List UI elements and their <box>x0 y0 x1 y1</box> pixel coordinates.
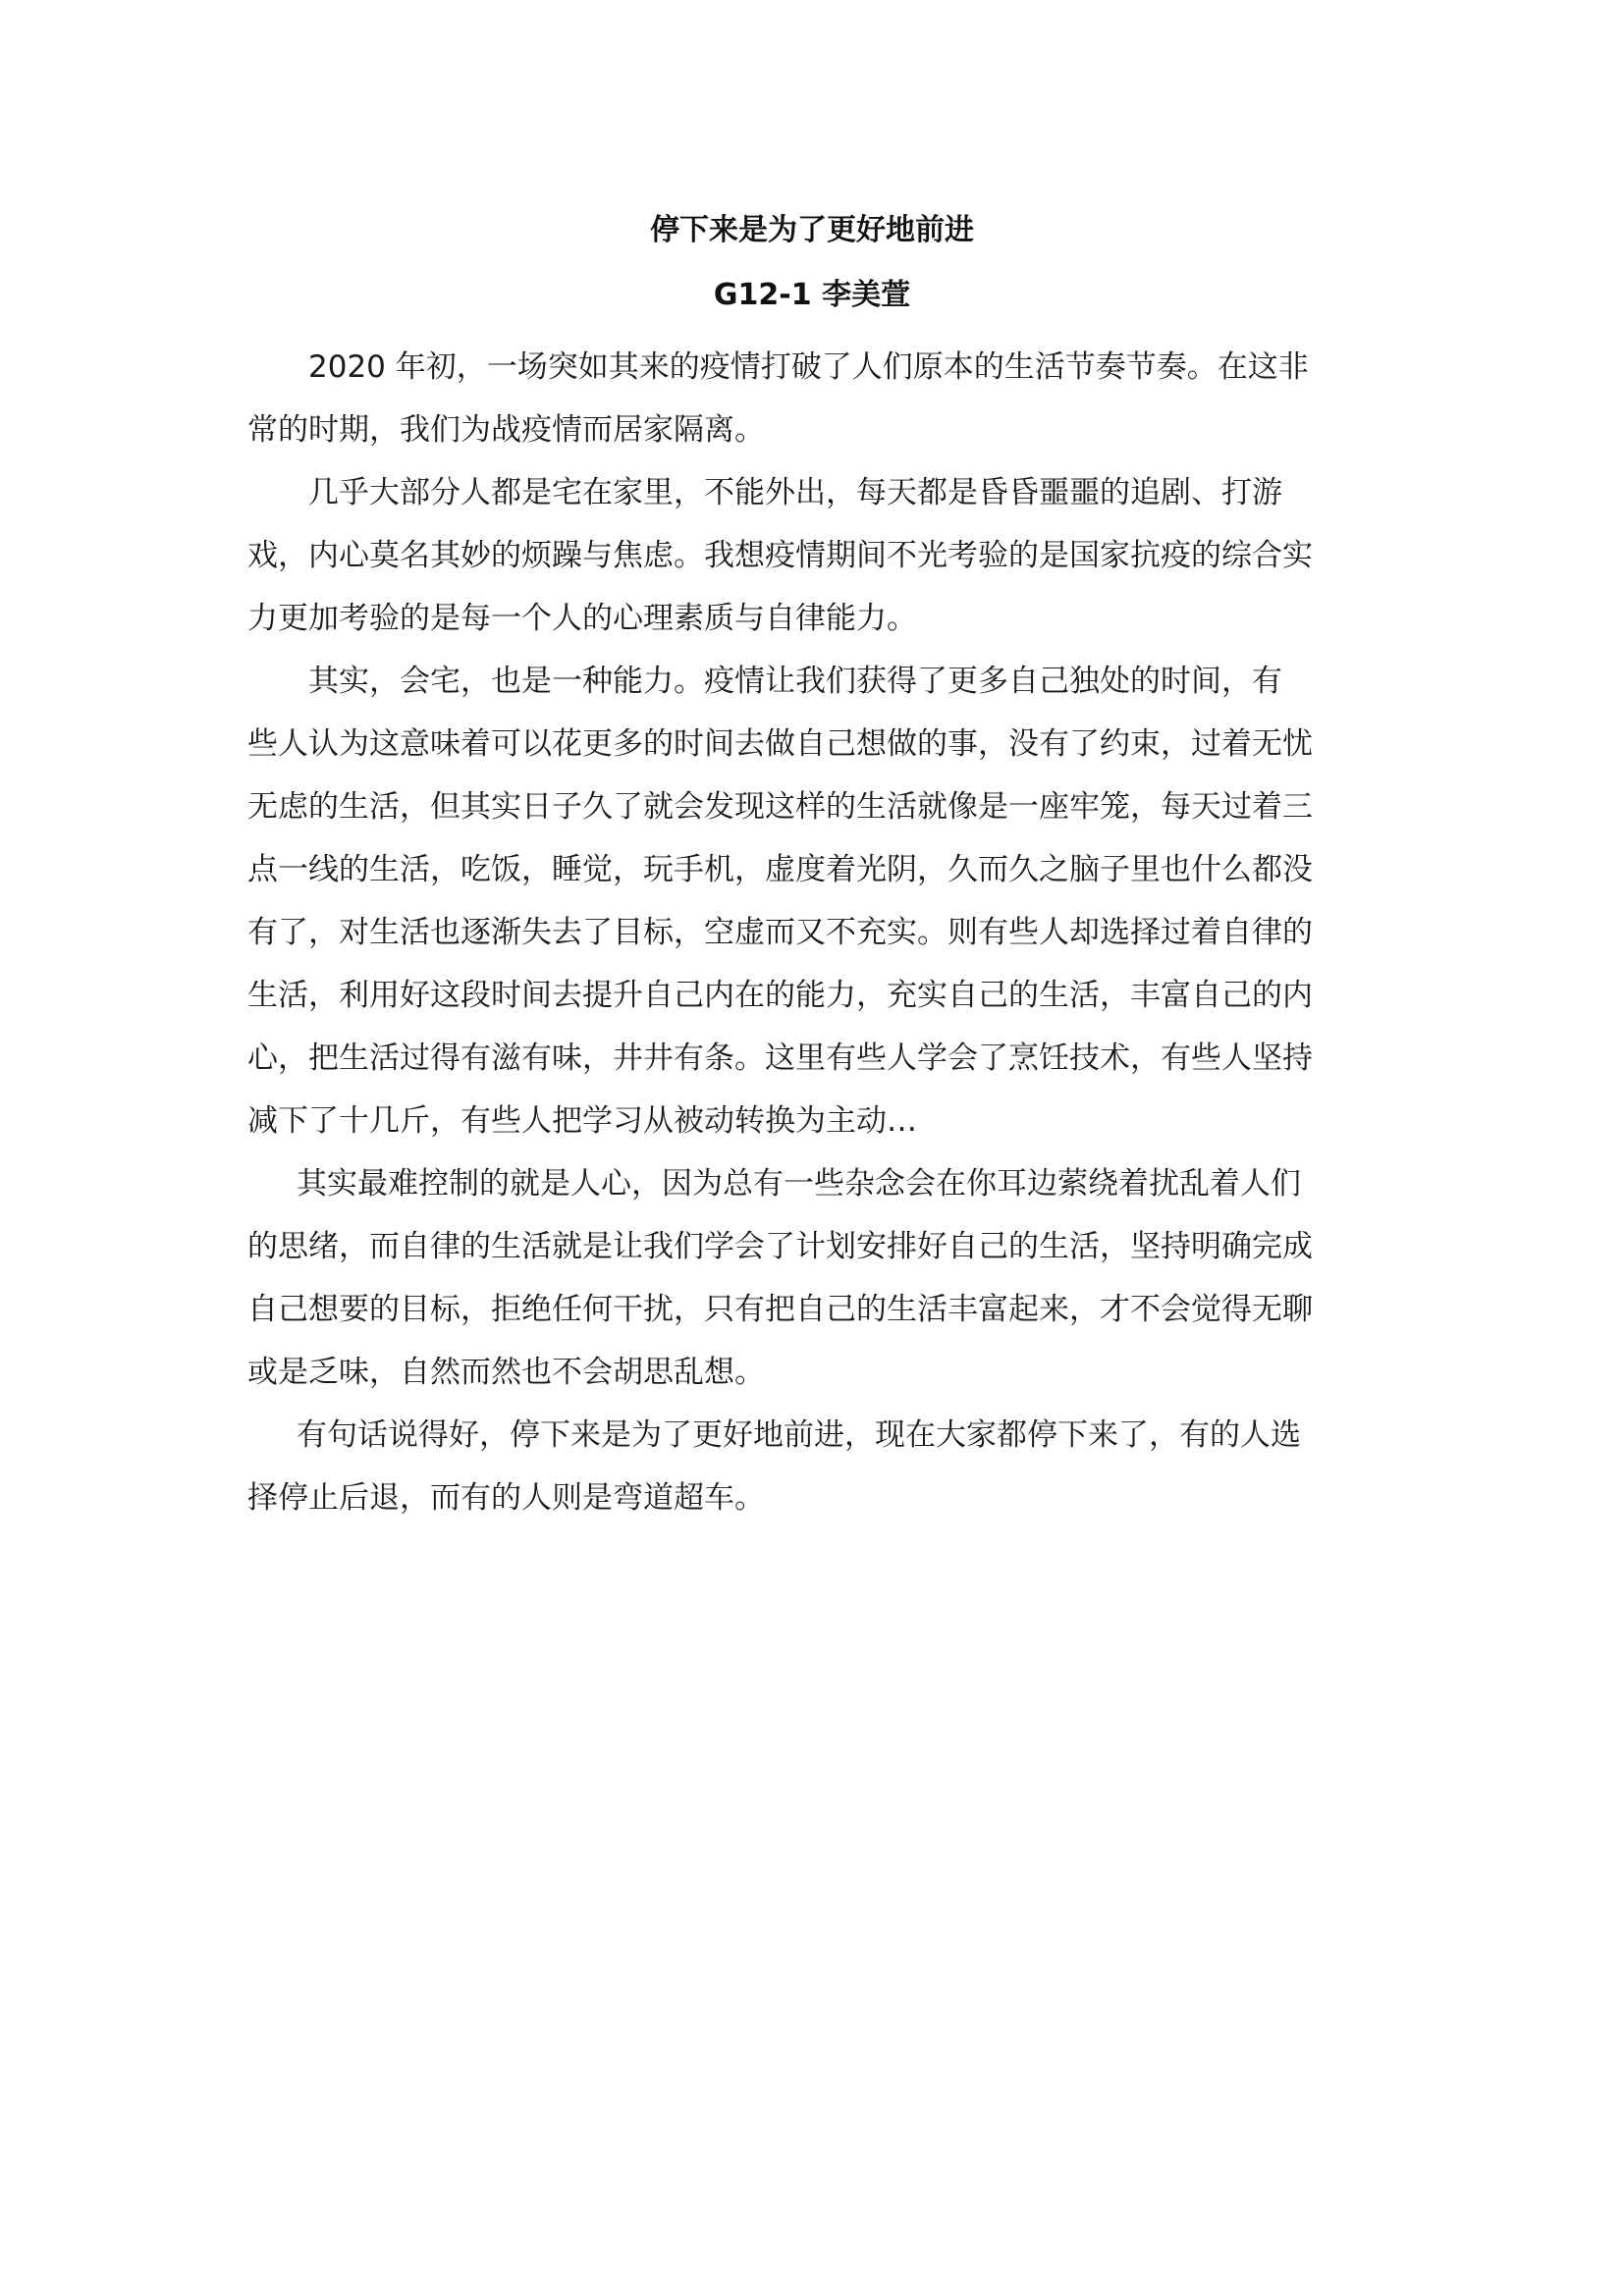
paragraph-5 <box>247 1404 1386 1529</box>
paragraph-line: 些人认为这意味着可以花更多的时间去做自己想做的事，没有了约束，过着无忧 <box>247 726 1313 762</box>
paragraph-line: 2020 年初，一场突如其来的疫情打破了人们原本的生活节奏节奏。在这非 <box>308 349 1309 385</box>
paragraph-line: 无虑的生活，但其实日子久了就会发现这样的生活就像是一座牢笼，每天过着三 <box>247 789 1313 825</box>
paragraph-line: 力更加考验的是每一个人的心理素质与自律能力。 <box>247 601 917 636</box>
paragraph-line: 点一线的生活，吃饭，睡觉，玩手机，虚度着光阴，久而久之脑子里也什么都没 <box>247 852 1313 887</box>
document-body <box>247 336 1386 1529</box>
paragraph-line: 或是乏味，自然而然也不会胡思乱想。 <box>247 1355 765 1390</box>
paragraph-1 <box>247 336 1386 461</box>
author-line: G12-1 李美萱 <box>713 278 911 312</box>
paragraph-line: 戏，内心莫名其妙的烦躁与焦虑。我想疫情期间不光考验的是国家抗疫的综合实 <box>247 538 1313 573</box>
paragraph-line: 有句话说得好，停下来是为了更好地前进，现在大家都停下来了，有的人选 <box>297 1417 1301 1453</box>
paragraph-line: 心，把生活过得有滋有味，井井有条。这里有些人学会了烹饪技术，有些人坚持 <box>247 1041 1313 1076</box>
paragraph-line: 自己想要的目标，拒绝任何干扰，只有把自己的生活丰富起来，才不会觉得无聊 <box>247 1292 1313 1327</box>
paragraph-line: 生活，利用好这段时间去提升自己内在的能力，充实自己的生活，丰富自己的内 <box>247 978 1313 1013</box>
paragraph-3 <box>247 650 1386 1152</box>
paragraph-line: 其实，会宅，也是一种能力。疫情让我们获得了更多自己独处的时间，有 <box>308 664 1282 699</box>
paragraph-line: 的思绪，而自律的生活就是让我们学会了计划安排好自己的生活，坚持明确完成 <box>247 1229 1313 1264</box>
paragraph-line: 其实最难控制的就是人心，因为总有一些杂念会在你耳边萦绕着扰乱着人们 <box>297 1166 1301 1201</box>
paragraph-line: 几乎大部分人都是宅在家里，不能外出，每天都是昏昏噩噩的追剧、打游 <box>308 475 1282 510</box>
paragraph-line: 减下了十几斤，有些人把学习从被动转换为主动… <box>247 1103 917 1139</box>
paragraph-line: 择停止后退，而有的人则是弯道超车。 <box>247 1480 765 1516</box>
document-title: 停下来是为了更好地前进 <box>650 213 974 247</box>
paragraph-line: 有了，对生活也逐渐失去了目标，空虚而又不充实。则有些人却选择过着自律的 <box>247 915 1313 950</box>
paragraph-4 <box>247 1152 1386 1404</box>
paragraph-line: 常的时期，我们为战疫情而居家隔离。 <box>247 412 765 448</box>
paragraph-2 <box>247 461 1386 650</box>
